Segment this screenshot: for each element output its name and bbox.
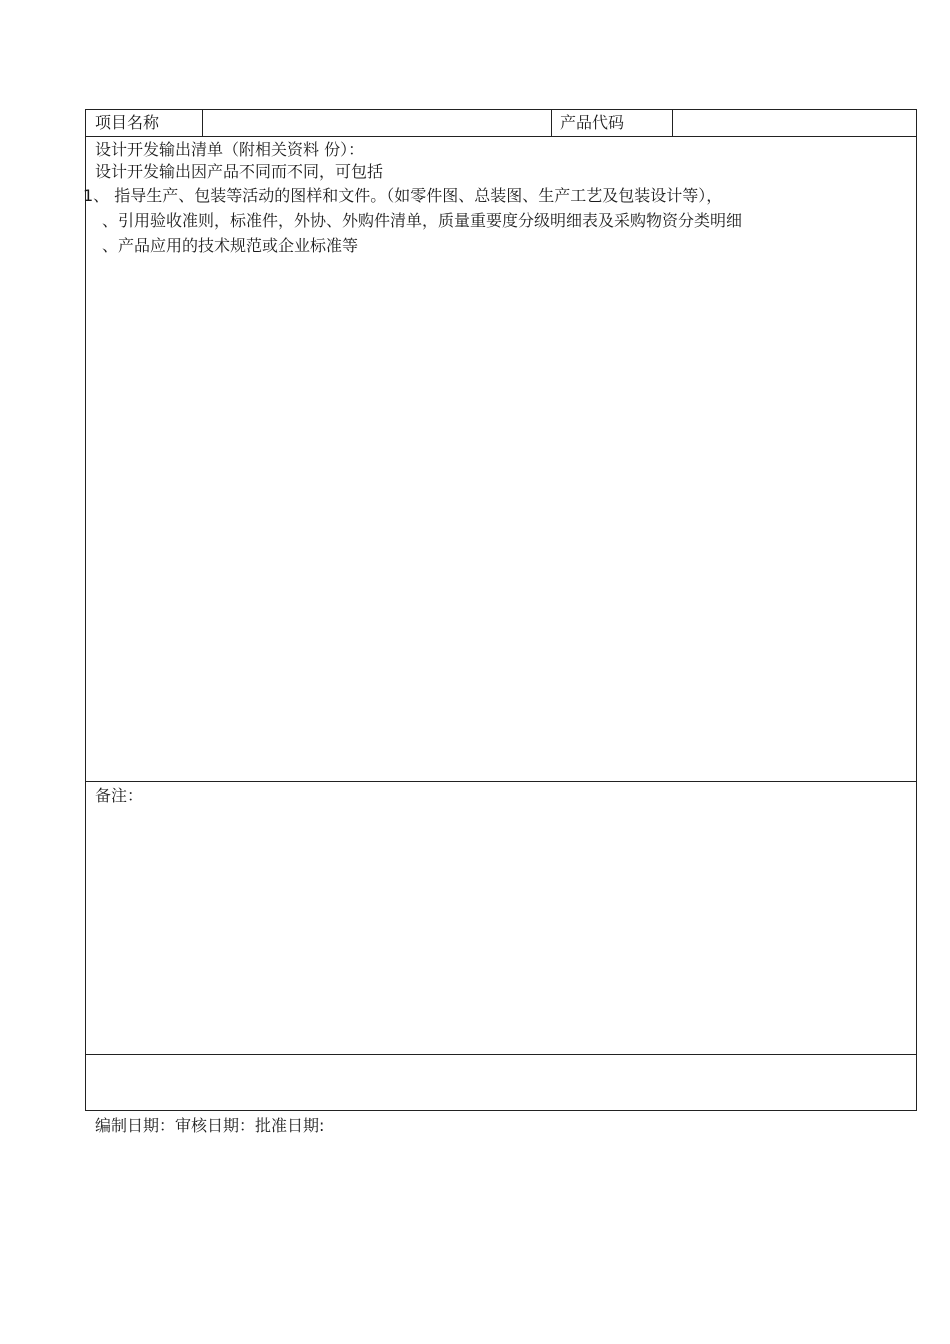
header-row — [86, 110, 916, 137]
output-list-intro: 设计开发输出因产品不同而不同，可包括 — [95, 162, 384, 181]
product-code-field[interactable] — [673, 110, 916, 136]
output-list-section — [83, 137, 916, 782]
output-list-item: 1、 指导生产、包装等活动的图样和文件。（如零件图、总装图、生产工艺及包装设计等）， — [83, 186, 723, 205]
project-name-label: 项目名称 — [86, 110, 203, 136]
design-output-form — [85, 109, 917, 1111]
output-list-item: 、产品应用的技术规范或企业标准等 — [102, 236, 359, 255]
product-code-label: 产品代码 — [552, 110, 673, 136]
blank-row[interactable] — [86, 1055, 916, 1110]
output-list-item: 、引用验收准则，标准件，外协、外购件清单，质量重要度分级明细表及采购物资分类明细 — [102, 211, 743, 230]
output-list-title: 设计开发输出清单（附相关资料 份）： — [95, 140, 365, 159]
remarks-section[interactable] — [86, 782, 916, 1055]
approval-dates: 编制日期：审核日期：批准日期: — [95, 1116, 325, 1135]
project-name-field[interactable] — [203, 110, 552, 136]
remarks-label: 备注： — [95, 786, 144, 805]
